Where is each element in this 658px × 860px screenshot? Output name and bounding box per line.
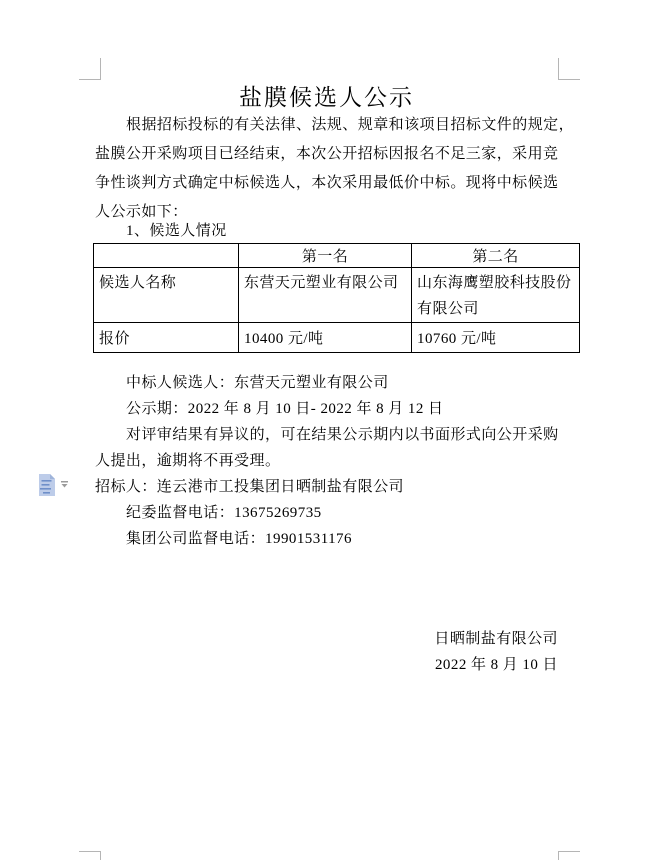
crop-mark-bottom-right bbox=[558, 851, 580, 860]
signature-block bbox=[95, 626, 558, 678]
header-cell-first: 第一名 bbox=[239, 244, 412, 268]
section-heading bbox=[95, 222, 565, 240]
document-title: 盐膜候选人公示 bbox=[239, 85, 414, 110]
signature-date: 2022 年 8 月 10 日 bbox=[434, 657, 558, 673]
candidates-table bbox=[93, 243, 580, 353]
intro-line: 人公示如下： bbox=[95, 204, 188, 220]
publicity-period-line: 公示期：2022 年 8 月 10 日- 2022 年 8 月 12 日 bbox=[126, 401, 444, 417]
crop-mark-bottom-left bbox=[79, 851, 101, 860]
candidate-second-cell: 山东海鹰塑胶科技股份有限公司 bbox=[412, 268, 580, 323]
document-format-icon bbox=[39, 474, 55, 496]
winner-line: 中标人候选人：东营天元塑业有限公司 bbox=[126, 375, 389, 391]
crop-mark-top-right bbox=[558, 58, 580, 80]
objection-line-1: 对评审结果有异议的，可在结果公示期内以书面形式向公开采购 bbox=[126, 427, 559, 443]
price-second-cell: 10760 元/吨 bbox=[412, 323, 580, 353]
chevron-down-icon bbox=[61, 481, 68, 488]
detail-paragraphs bbox=[95, 370, 565, 552]
table-row-candidate-name bbox=[94, 268, 580, 323]
discipline-phone-line: 纪委监督电话：13675269735 bbox=[126, 505, 322, 521]
intro-line: 争性谈判方式确定中标候选人，本次采用最低价中标。现将中标候选 bbox=[95, 175, 559, 191]
intro-line: 根据招标投标的有关法律、法规、规章和该项目招标文件的规定， bbox=[126, 117, 575, 133]
tenderer-line: 招标人：连云港市工投集团日晒制盐有限公司 bbox=[95, 479, 405, 495]
objection-line-2: 人提出，逾期将不再受理。 bbox=[95, 453, 281, 469]
intro-line: 盐膜公开采购项目已经结束，本次公开招标因报名不足三家，采用竞 bbox=[95, 146, 559, 162]
section-heading-text: 1、候选人情况 bbox=[126, 223, 227, 239]
price-first-cell: 10400 元/吨 bbox=[239, 323, 412, 353]
table-header-row bbox=[94, 244, 580, 268]
crop-mark-top-left bbox=[79, 58, 101, 80]
signature-company: 日晒制盐有限公司 bbox=[434, 631, 558, 647]
group-phone-line: 集团公司监督电话：19901531176 bbox=[126, 531, 352, 547]
header-cell-second: 第二名 bbox=[412, 244, 580, 268]
table-row-price bbox=[94, 323, 580, 353]
header-cell-empty bbox=[94, 244, 239, 268]
row-label-cell: 报价 bbox=[94, 323, 239, 353]
intro-paragraph bbox=[95, 111, 575, 227]
row-label-cell: 候选人名称 bbox=[94, 268, 239, 323]
margin-format-widget[interactable] bbox=[37, 472, 71, 500]
candidate-first-cell: 东营天元塑业有限公司 bbox=[239, 268, 412, 323]
